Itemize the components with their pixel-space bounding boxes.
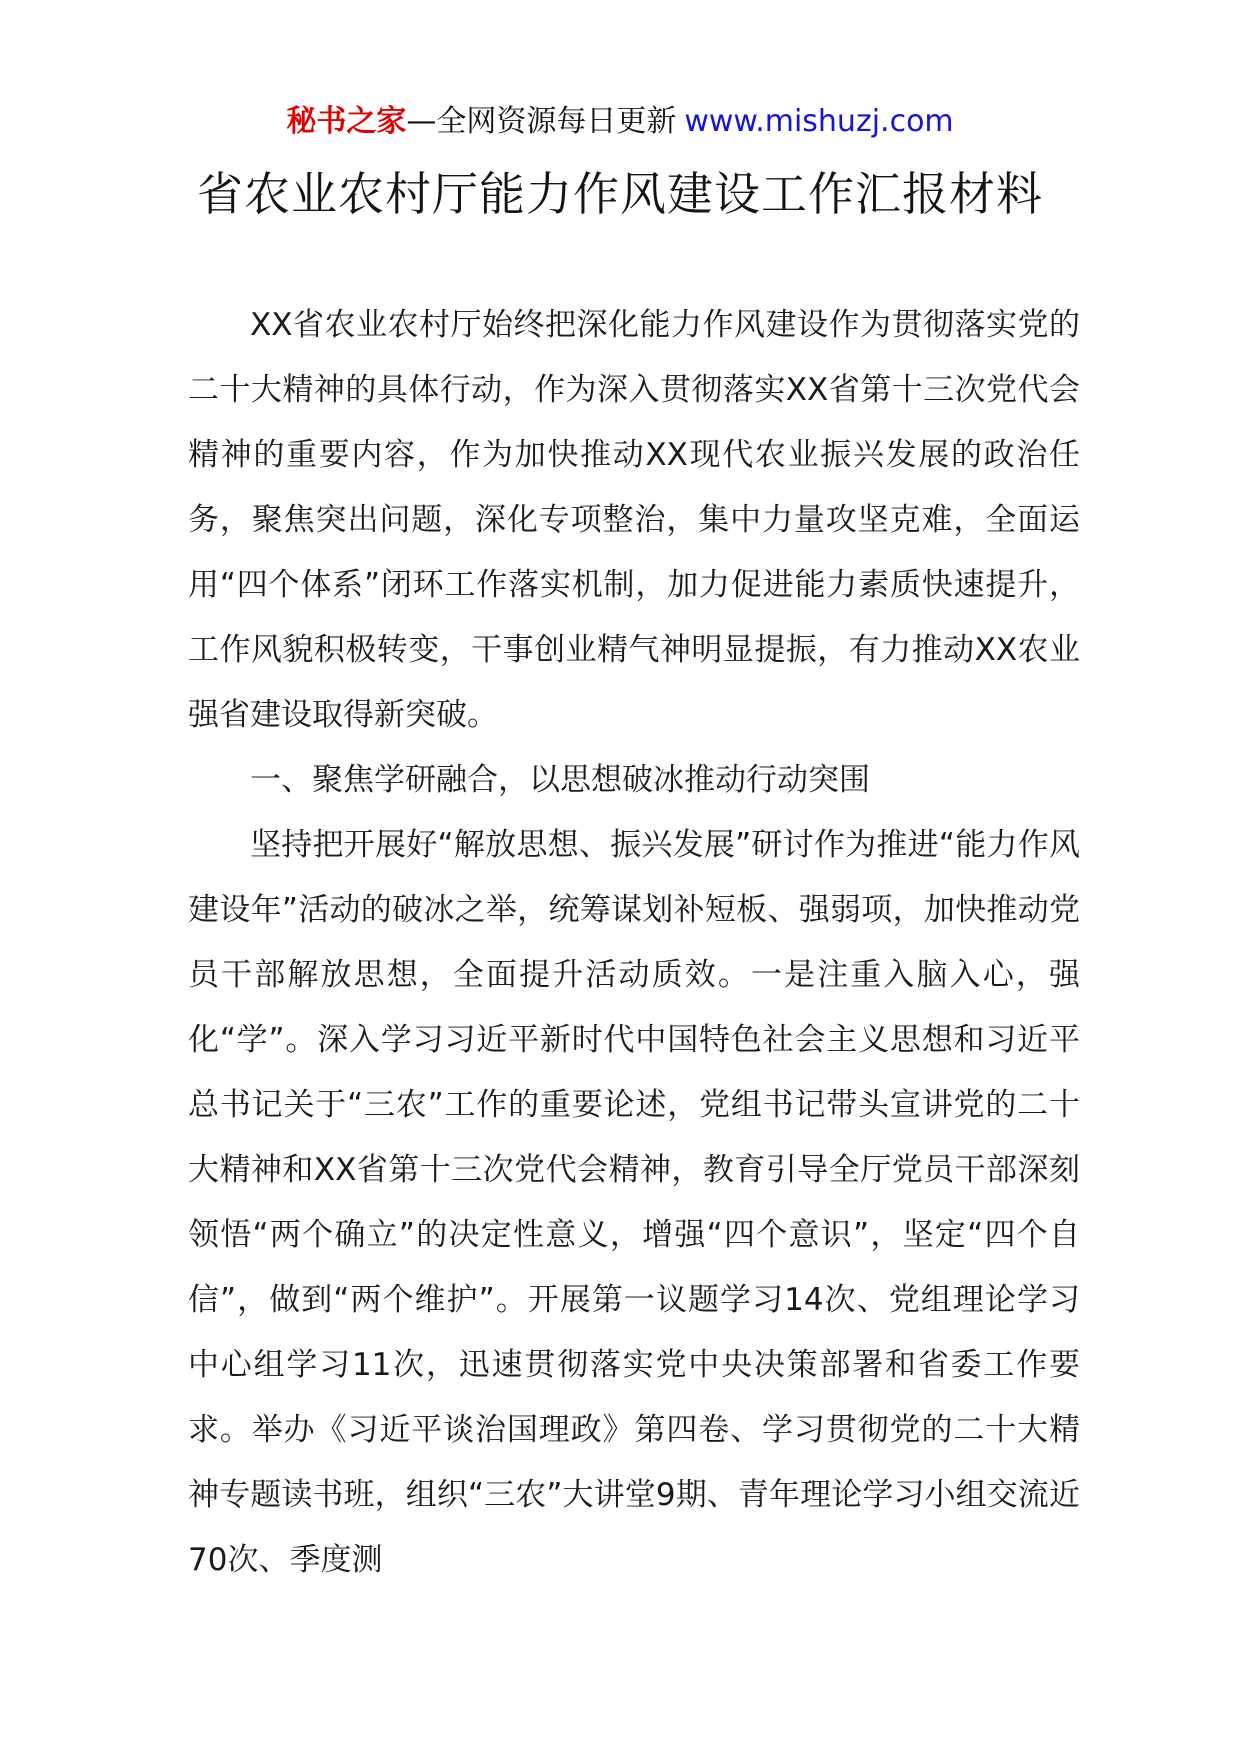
site-brand: 秘书之家 [286,104,407,139]
document-title: 省农业农村厅能力作风建设工作汇报材料 [197,167,1043,221]
site-tagline: —全网资源每日更新 [406,104,677,139]
section-1-heading: 一、聚焦学研融合，以思想破冰推动行动突围 [250,762,870,798]
section-1-paragraph: 坚持把开展好“解放思想、振兴发展”研讨作为推进“能力作风建设年”活动的破冰之举，统筹谋划补短板、强弱项，加快推动党员干部解放思想，全面提升活动质效。一是注重入脑入心，强化“学”。深入学习习近平新时代中国特色社会主义思想和习近平总书记关于“三农”工作的重要论述，党组书记带头宣讲党的二十大精神和XX省第十三次党代会精神，教育引导全厅党员干部深刻领悟“两个确立”的决定性意义，增强“四个意识”，坚定“四个自信”，做到“两个维护”。开展第一议题学习14次、党组理论学习中心组学习11次，迅速贯彻落实党中央决策部署和省委工作要求。举办《习近平谈治国理政》第四卷、学习贯彻党的二十大精神专题读书班，组织“三农”大讲堂9期、青年理论学习小组交流近70次、季度测 [188,827,1080,1578]
site-url-link[interactable]: www.mishuzj.com [684,104,954,139]
document-body [188,293,1080,1593]
intro-paragraph: XX省农业农村厅始终把深化能力作风建设作为贯彻落实党的二十大精神的具体行动，作为深入贯彻落实XX省第十三次党代会精神的重要内容，作为加快推动XX现代农业振兴发展的政治任务，聚焦突出问题，深化专项整治，集中力量攻坚克难，全面运用“四个体系”闭环工作落实机制，加力促进能力素质快速提升，工作风貌积极转变，干事创业精气神明显提振，有力推动XX农业强省建设取得新突破。 [188,307,1080,733]
site-header-banner [0,100,1240,144]
